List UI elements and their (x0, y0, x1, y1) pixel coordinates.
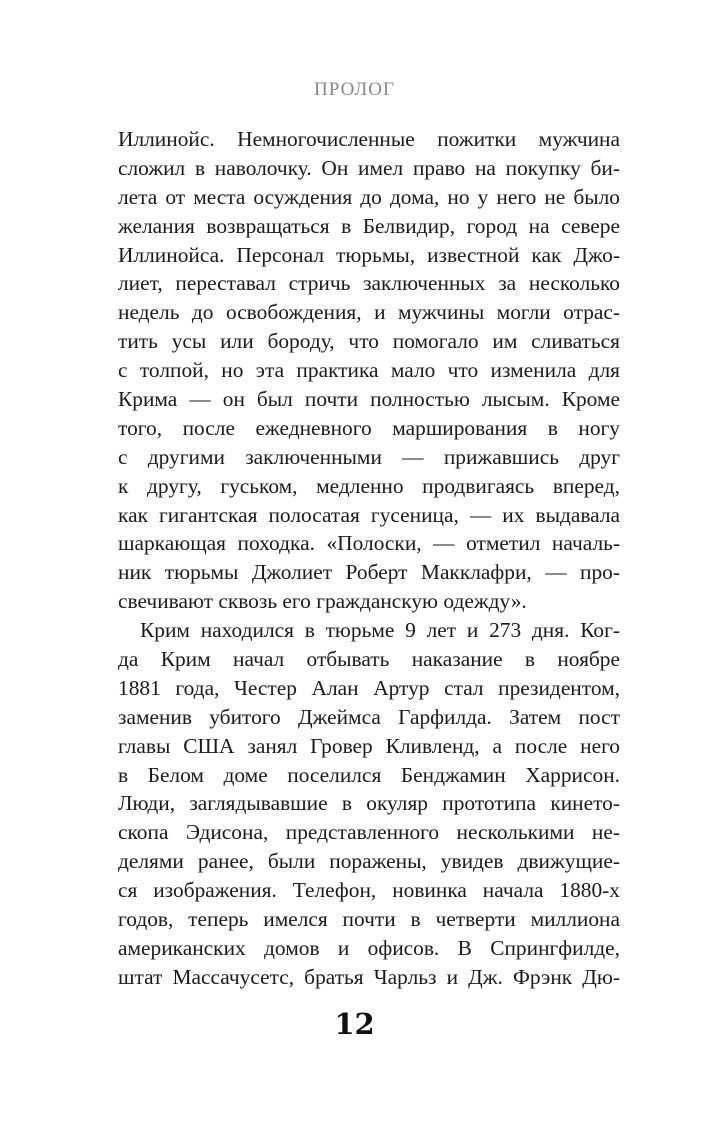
text-line: к другу, гуськом, медленно продвигаясь вперед, (118, 473, 620, 498)
text-line: Иллинойса. Персонал тюрьмы, известной как Джо- (118, 242, 620, 267)
text-line: Крима — он был почти полностью лысым. Кроме (118, 387, 620, 412)
text-line: 1881 года, Честер Алан Артур стал президентом, (118, 675, 620, 700)
text-line: да Крим начал отбывать наказание в ноябре (118, 647, 620, 672)
text-line: заменив убитого Джеймса Гарфилда. Затем пост (118, 704, 620, 729)
text-line: свечивают сквозь его гражданскую одежду». (118, 589, 527, 614)
text-line: в Белом доме поселился Бенджамин Харрисон. (118, 762, 620, 787)
text-line: скопа Эдисона, представленного несколькими не- (118, 820, 620, 845)
text-line: с толпой, но эта практика мало что изменила для (118, 358, 620, 383)
text-line: ник тюрьмы Джолиет Роберт Макклафри, — про- (118, 560, 620, 585)
text-line: годов, теперь имелся почти в четверти миллиона (118, 907, 620, 932)
text-line: шаркающая походка. «Полоски, — отметил началь- (118, 531, 620, 556)
text-line: Люди, заглядывавшие в окуляр прототипа кинето- (118, 791, 620, 816)
text-line: штат Массачусетс, братья Чарльз и Дж. Фрэнк Дю- (118, 964, 620, 989)
text-line: ся изображения. Телефон, новинка начала 1880-х (118, 878, 620, 903)
text-line: лиет, переставал стричь заключенных за несколько (118, 271, 620, 296)
text-line: лета от места осуждения до дома, но у него не было (118, 184, 620, 209)
text-line: с другими заключенными — прижавшись друг (118, 444, 620, 469)
running-head-title: ПРОЛОГ (314, 79, 395, 100)
page-number: 12 (334, 1007, 375, 1041)
text-line: Иллинойс. Немногочисленные пожитки мужчина (118, 127, 620, 151)
text-line: сложил в наволочку. Он имел право на покупку би- (118, 155, 620, 180)
text-line: главы США занял Гровер Кливленд, а после него (118, 733, 620, 758)
text-line: американских домов и офисов. В Спрингфилде, (118, 935, 620, 960)
text-line: того, после ежедневного марширования в ногу (118, 415, 620, 440)
text-line: желания возвращаться в Белвидир, город на севере (118, 213, 620, 238)
text-line: Крим находился в тюрьме 9 лет и 273 дня. Ког- (140, 618, 620, 643)
text-line: делями ранее, были поражены, увидев движущие- (118, 849, 620, 874)
body-text (118, 125, 620, 992)
text-line: недель до освобождения, и мужчины могли отрас- (118, 300, 620, 325)
text-line: тить усы или бороду, что помогало им сливаться (118, 329, 620, 354)
text-line: как гигантская полосатая гусеница, — их выдавала (118, 502, 620, 527)
